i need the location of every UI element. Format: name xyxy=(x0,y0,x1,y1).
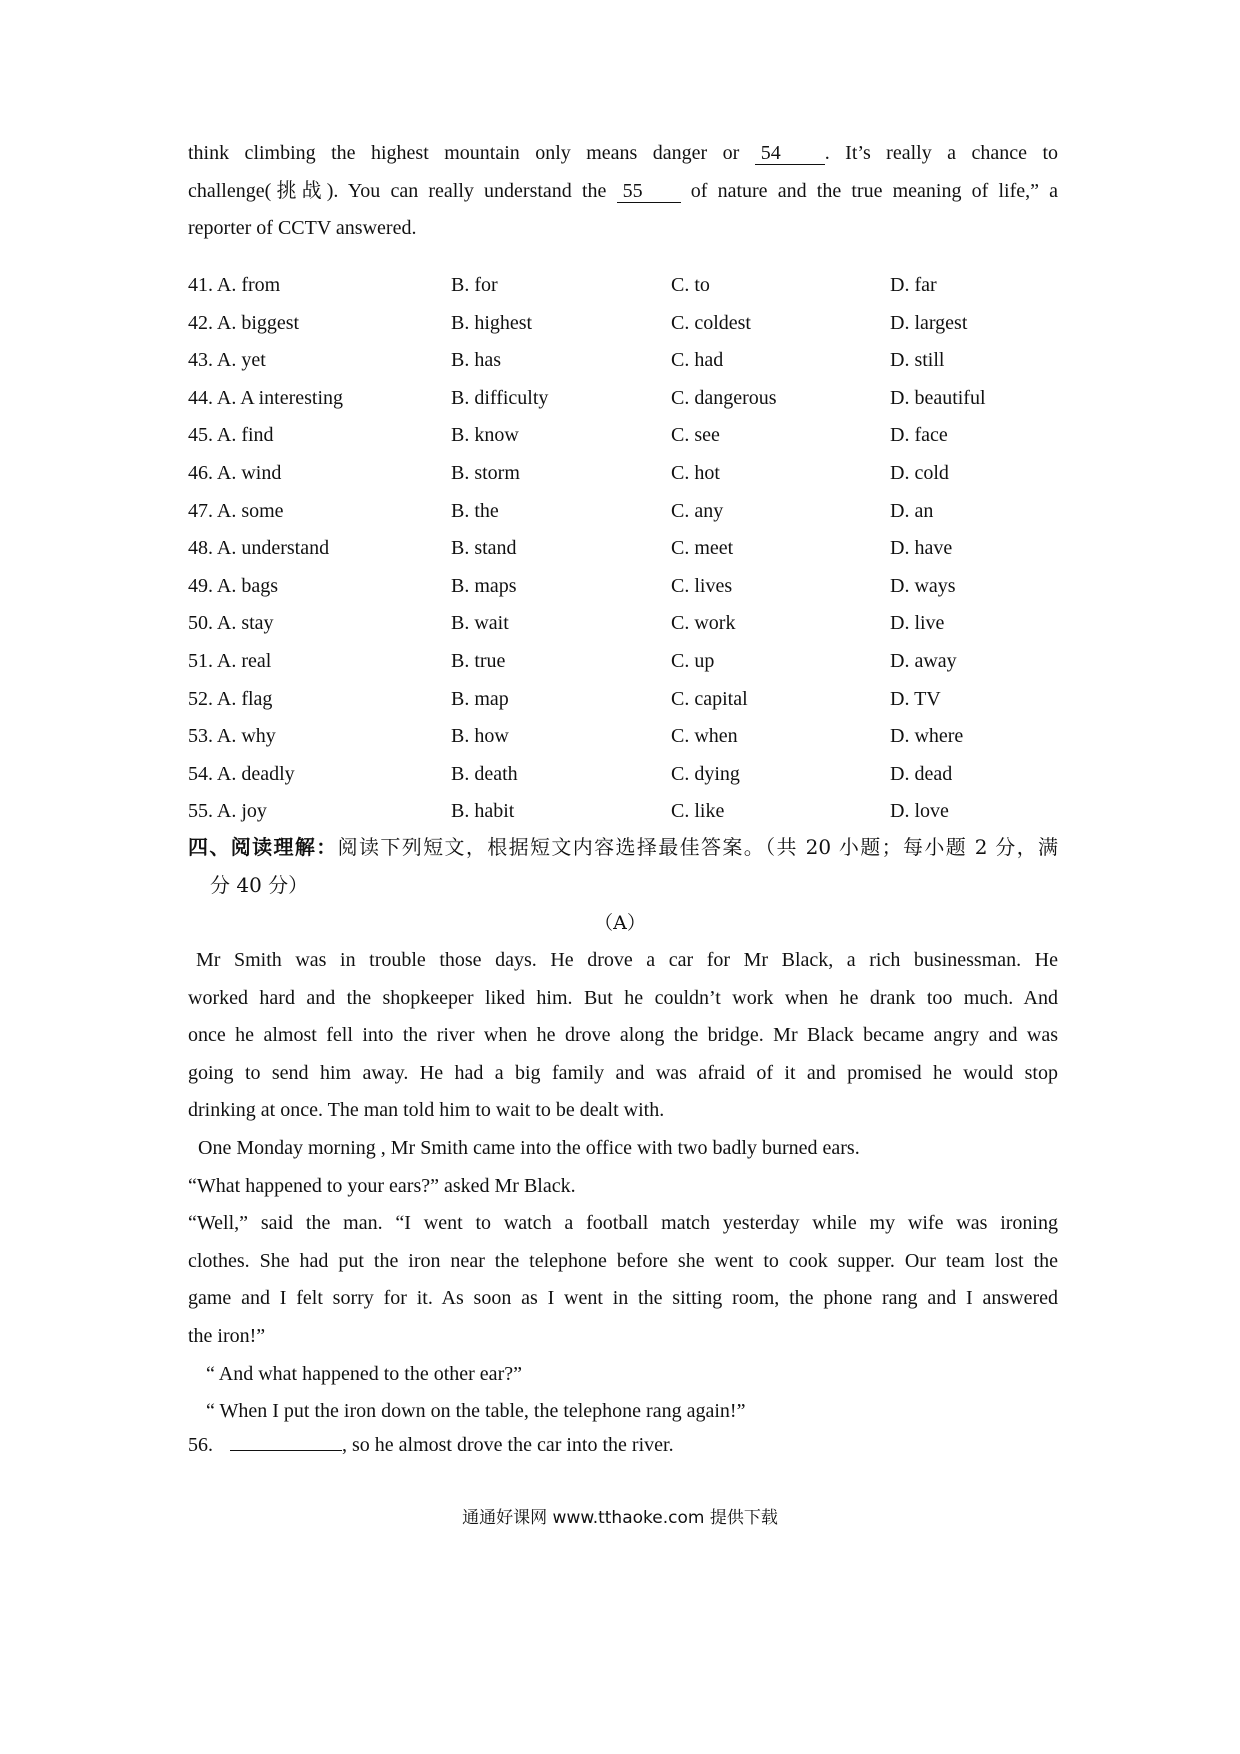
option-a: 41. A. from xyxy=(188,274,281,296)
option-c: C. see xyxy=(671,424,720,447)
option-c: C. up xyxy=(671,650,715,672)
option-d: D. beautiful xyxy=(890,386,986,409)
option-row xyxy=(188,605,1088,643)
option-b: B. how xyxy=(451,725,509,748)
option-a: 42. A. biggest xyxy=(188,311,300,334)
passage-a-line: the iron!” xyxy=(188,1324,266,1347)
option-row xyxy=(188,643,1088,681)
option-b: B. habit xyxy=(451,800,515,823)
passage-a-line: once he almost fell into the river when he drove along the bridge. Mr Black became angry and was xyxy=(188,1024,1058,1047)
option-a: 52. A. flag xyxy=(188,687,273,710)
option-row xyxy=(188,681,1088,719)
option-d: D. dead xyxy=(890,762,953,785)
option-a: 43. A. yet xyxy=(188,349,266,372)
section-4-heading xyxy=(188,829,1058,904)
option-row xyxy=(188,793,1088,831)
option-d: D. have xyxy=(890,537,953,560)
passage-a-line: “What happened to your ears?” asked Mr Black. xyxy=(188,1174,576,1197)
option-c: C. dangerous xyxy=(671,386,777,409)
passage-line-2 xyxy=(188,173,1058,211)
option-c: C. dying xyxy=(671,762,740,785)
option-a: 47. A. some xyxy=(188,499,284,522)
option-b: B. know xyxy=(451,424,519,447)
question-56 xyxy=(188,1427,1058,1465)
passage-a-line: game and I felt sorry for it. As soon as I went in the sitting room, the phone rang and I answered xyxy=(188,1287,1058,1310)
blank-54: 54 xyxy=(755,142,825,165)
option-row xyxy=(188,380,1088,418)
option-b: B. for xyxy=(451,274,498,296)
passage-text: . It’s really a chance to xyxy=(824,142,1058,164)
option-row xyxy=(188,417,1088,455)
passage-a-line: “ When I put the iron down on the table, the telephone rang again!” xyxy=(206,1400,746,1423)
option-a: 45. A. find xyxy=(188,424,274,447)
passage-a-line: “Well,” said the man. “I went to watch a football match yesterday while my wife was ironing xyxy=(188,1212,1058,1235)
option-b: B. maps xyxy=(451,574,517,597)
option-a: 46. A. wind xyxy=(188,462,282,484)
option-row xyxy=(188,493,1088,531)
option-b: B. wait xyxy=(451,612,509,635)
option-c: C. when xyxy=(671,725,738,748)
option-d: D. where xyxy=(890,725,964,748)
blank-55: 55 xyxy=(617,180,681,203)
passage-line-3: reporter of CCTV answered. xyxy=(188,217,417,240)
question-text: , so he almost drove the car into the river. xyxy=(342,1434,674,1456)
option-row xyxy=(188,568,1088,606)
option-b: B. stand xyxy=(451,537,517,560)
option-b: B. storm xyxy=(451,462,520,484)
option-c: C. hot xyxy=(671,462,720,484)
option-a: 51. A. real xyxy=(188,650,272,672)
option-a: 55. A. joy xyxy=(188,800,267,823)
option-b: B. highest xyxy=(451,311,533,334)
option-c: C. capital xyxy=(671,687,748,710)
passage-a-title: （A） xyxy=(594,912,646,934)
passage-continuation xyxy=(188,135,1058,248)
answer-blank xyxy=(230,1450,342,1451)
passage-a-line: Mr Smith was in trouble those days. He drove a car for Mr Black, a rich businessman. He xyxy=(196,949,1058,971)
option-a: 44. A. A interesting xyxy=(188,386,343,409)
section-instructions-cont: 分 40 分） xyxy=(210,872,309,897)
option-b: B. map xyxy=(451,687,509,710)
option-c: C. had xyxy=(671,349,724,372)
passage-text: of nature and the true meaning of life,” a xyxy=(690,179,1059,202)
option-c: C. like xyxy=(671,800,725,823)
option-row xyxy=(188,455,1088,493)
option-d: D. away xyxy=(890,650,957,672)
passage-a-line: clothes. She had put the iron near the telephone before she went to cook supper. Our team lost the xyxy=(188,1249,1058,1272)
option-b: B. the xyxy=(451,499,499,522)
passage-a-line: going to send him away. He had a big family and was afraid of it and promised he would stop xyxy=(188,1061,1058,1084)
option-c: C. coldest xyxy=(671,311,751,334)
option-a: 48. A. understand xyxy=(188,537,330,560)
option-c: C. any xyxy=(671,499,724,522)
option-c: C. meet xyxy=(671,537,734,560)
option-c: C. lives xyxy=(671,574,733,597)
option-row xyxy=(188,718,1088,756)
question-number: 56. xyxy=(188,1434,213,1456)
option-b: B. true xyxy=(451,650,506,672)
passage-a-line: worked hard and the shopkeeper liked him. But he couldn’t work when he drank too much. And xyxy=(188,986,1058,1009)
option-d: D. ways xyxy=(890,574,956,597)
option-c: C. to xyxy=(671,274,710,296)
option-d: D. far xyxy=(890,274,937,296)
option-row xyxy=(188,756,1088,794)
option-a: 50. A. stay xyxy=(188,612,274,635)
option-d: D. still xyxy=(890,349,945,372)
passage-line-1 xyxy=(188,135,1058,173)
passage-a-line: drinking at once. The man told him to wait to be dealt with. xyxy=(188,1099,665,1122)
option-d: D. largest xyxy=(890,311,968,334)
option-d: D. TV xyxy=(890,687,941,710)
passage-text: challenge(挑战). You can really understand the xyxy=(188,179,607,202)
passage-a-body xyxy=(188,942,1058,1431)
option-row xyxy=(188,305,1088,343)
option-a: 49. A. bags xyxy=(188,574,278,597)
option-b: B. difficulty xyxy=(451,386,549,409)
option-d: D. an xyxy=(890,499,934,522)
option-row xyxy=(188,267,1088,305)
passage-a-line: “ And what happened to the other ear?” xyxy=(206,1362,522,1385)
option-d: D. love xyxy=(890,800,949,823)
option-d: D. live xyxy=(890,612,945,635)
section-title: 四、阅读理解： xyxy=(188,835,338,859)
option-a: 54. A. deadly xyxy=(188,762,295,785)
passage-a-line: One Monday morning , Mr Smith came into the office with two badly burned ears. xyxy=(198,1136,860,1159)
passage-text: think climbing the highest mountain only means danger or xyxy=(188,142,740,164)
option-d: D. cold xyxy=(890,462,949,484)
option-b: B. has xyxy=(451,349,501,372)
page-footer: 通通好课网 www.tthaoke.com 提供下载 xyxy=(462,1508,778,1528)
option-row xyxy=(188,342,1088,380)
option-d: D. face xyxy=(890,424,948,447)
option-c: C. work xyxy=(671,612,736,635)
option-a: 53. A. why xyxy=(188,725,276,748)
section-instructions: 阅读下列短文，根据短文内容选择最佳答案。（共 20 小题；每小题 2 分，满 xyxy=(337,835,1059,859)
option-b: B. death xyxy=(451,762,518,785)
option-row xyxy=(188,530,1088,568)
